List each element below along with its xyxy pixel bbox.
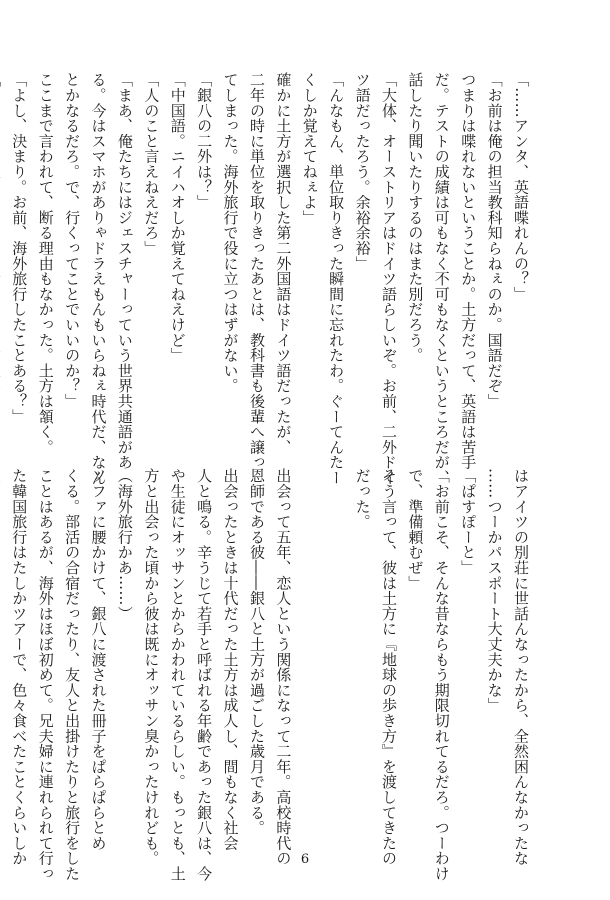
text-line: ツ語だったろう。余裕余裕」: [353, 72, 372, 271]
text-line: 出会ったときは十代だった土方は成人し、間もなく社会: [221, 468, 240, 851]
text-line: 「んなもん、単位取りきった瞬間に忘れたわ。ぐーてんたー: [327, 72, 346, 486]
text-line: 「人のこと言えねえだろ」: [142, 72, 161, 256]
text-line: 「よし、決まり。お前、海外旅行したことある？」: [10, 72, 29, 424]
text-line: てしまった。海外旅行で役に立つはずがない。: [221, 72, 240, 394]
text-line: ここまで言われて、断る理由もなかった。土方は頷く。: [36, 72, 55, 455]
upper-text-block: [10, 72, 534, 486]
text-line: とかなるだろ。で、行くってことでいいのか？」: [63, 72, 82, 409]
text-line: 二年の時に単位を取りきったあとは、教科書も後輩へ譲っ: [247, 72, 266, 470]
text-line: た韓国旅行はたしかツアーで、色々食べたことくらいしか: [10, 468, 29, 866]
text-line: つまりは喋れないということか。土方だって、英語は苦手: [459, 72, 478, 470]
text-line: 出会って五年、恋人という関係になって二年。高校時代の: [274, 468, 293, 866]
text-line: 「銀八の二外は？」: [195, 72, 214, 210]
text-line: 「お前こそ、そんな昔ならもう期限切れてるだろ。つーわけ: [432, 468, 451, 882]
text-line: ……つーかパスポート大丈夫かな」: [485, 468, 504, 713]
text-line: る。今はスマホがありゃドラえもんもいらねぇ時代だ、なん: [89, 72, 108, 486]
text-line: だ。テストの成績は可もなく不可もなくというところだが、: [432, 72, 451, 486]
text-line: ことはあるが、海外はほぼ初めて。兄夫婦に連れられて行っ: [36, 468, 55, 882]
text-line: 「……アンタ、英語喋れんの？」: [512, 72, 530, 302]
text-line: 「中国語。ニイハオしか覚えてねえけど」: [168, 72, 187, 363]
text-line: はアイツの別荘に世話んなったから、全然困んなかったな: [512, 468, 530, 866]
text-line: 恩師である彼――銀八と土方が過ごした歳月である。: [247, 468, 266, 836]
text-line: 「ぱすぽーと」: [459, 468, 478, 576]
text-line: 「まあ、俺たちにはジェスチャーっていう世界共通語があ: [115, 72, 134, 470]
text-line: 人と鳴る。辛うじて若手と呼ばれる年齢であった銀八は、今: [195, 468, 214, 882]
text-line: くる。部活の合宿だったり、友人と出掛けたりと旅行をした: [63, 468, 82, 882]
page-number: 6: [300, 852, 310, 867]
text-line: （海外旅行かあ……）: [115, 468, 134, 621]
text-line: くしか覚えてねぇよ」: [300, 72, 319, 225]
text-line: 確かに土方が選択した第二外国語はドイツ語だったが、: [274, 72, 293, 455]
text-line: 「大体、オーストリアはドイツ語らしいぞ。お前、二外ドイ: [379, 72, 398, 486]
text-line: だった。: [353, 468, 372, 530]
text-line: 話したり聞いたりするのはまた別だろう。: [406, 72, 425, 363]
text-line: [323, 468, 349, 836]
text-line: 「お前は俺の担当教科知らねぇのか。国語だぞ」: [485, 72, 504, 409]
text-line: そう言って、彼は土方に『地球の歩き方』を渡してきたの: [379, 468, 398, 866]
text-line: や生徒にオッサンとからかわれているらしい。もっとも、土: [168, 468, 187, 882]
text-line: [0, 468, 6, 836]
text-line: [0, 72, 6, 432]
text-line: ソファに腰かけて、銀八に渡された冊子をぱらぱらとめ: [89, 468, 108, 851]
text-line: で、準備頼むぜ」: [406, 468, 425, 591]
text-line: 方と出会った頃から彼は既にオッサン臭かったけれども。: [142, 468, 161, 866]
lower-text-block: [10, 468, 534, 882]
text-line: [296, 468, 322, 836]
